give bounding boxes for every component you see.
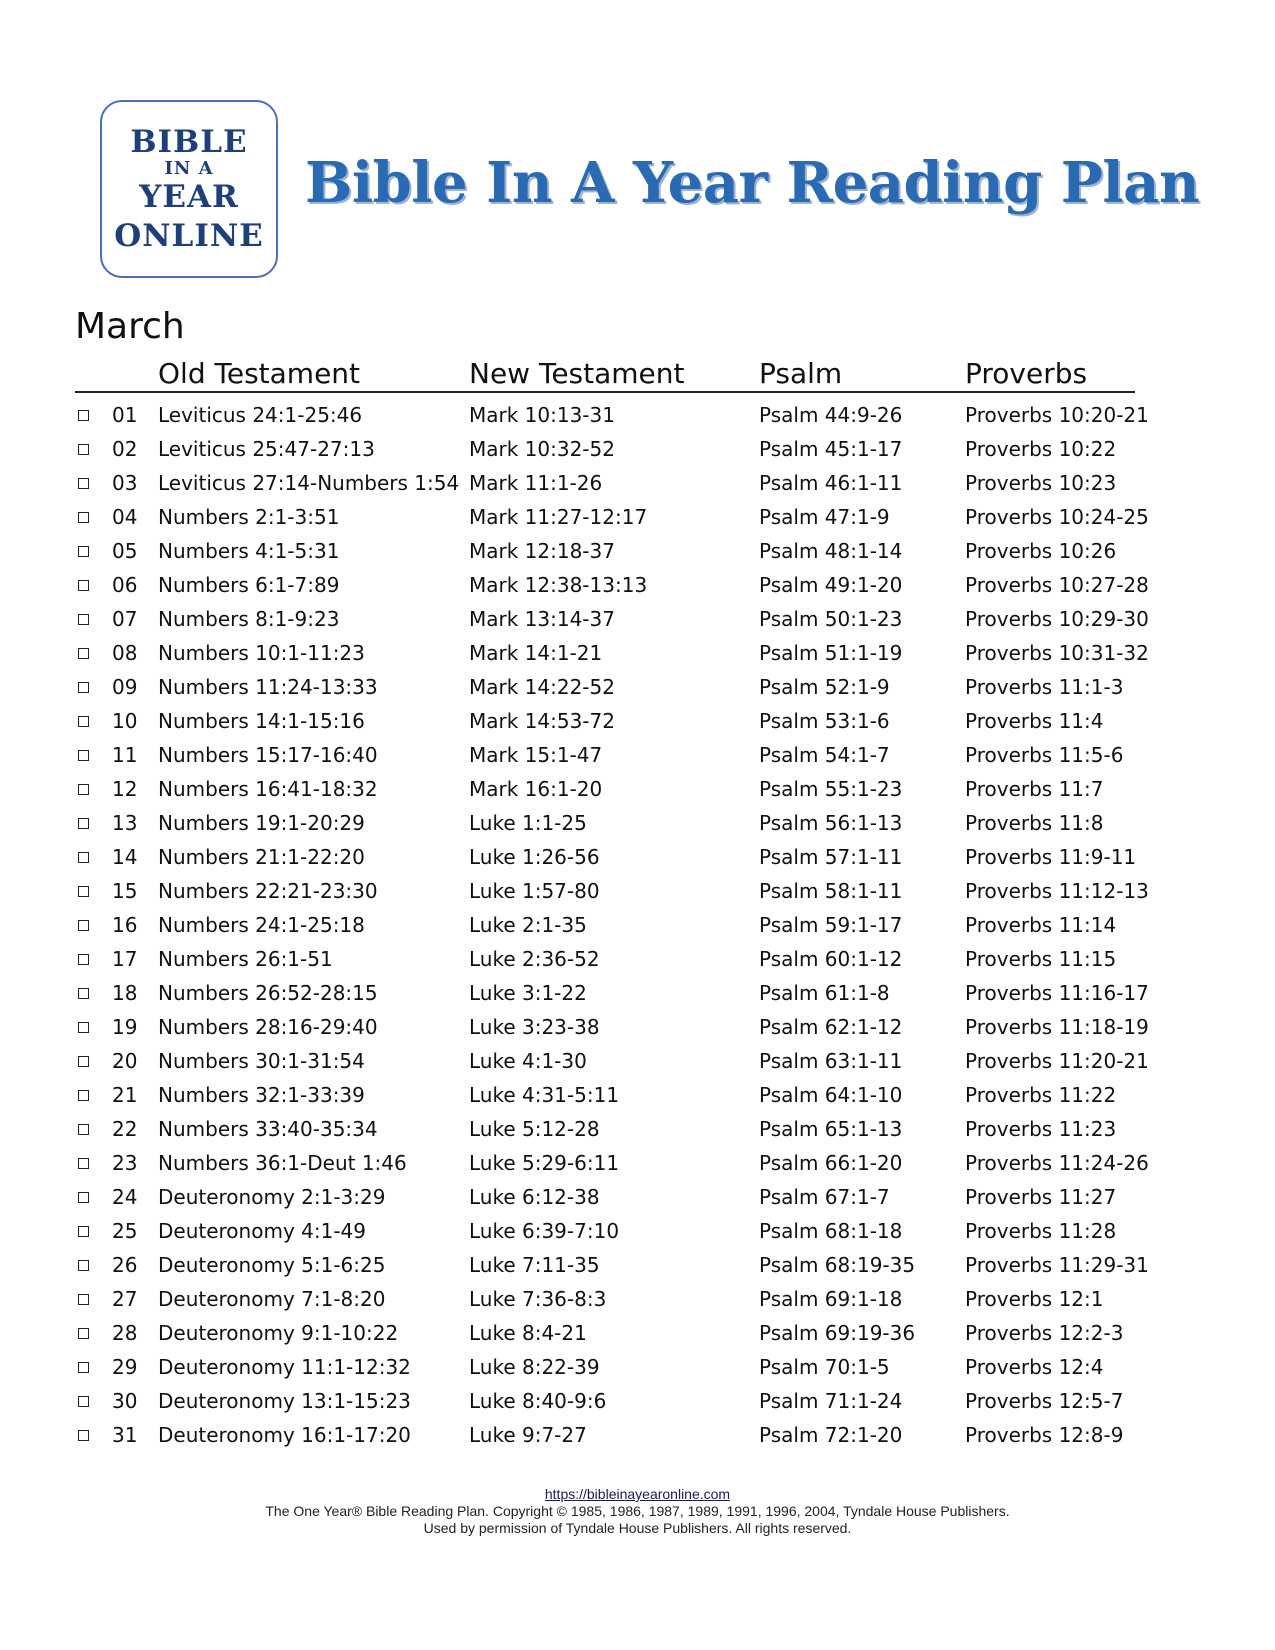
day-number: 08	[112, 641, 138, 665]
table-row	[75, 1384, 1155, 1418]
proverbs-reading: Proverbs 12:8-9	[965, 1423, 1124, 1447]
proverbs-reading: Proverbs 10:24-25	[965, 505, 1149, 529]
psalm-reading: Psalm 49:1-20	[759, 573, 903, 597]
new-testament-reading: Mark 10:32-52	[469, 437, 615, 461]
day-number: 04	[112, 505, 138, 529]
day-number: 09	[112, 675, 138, 699]
proverbs-reading: Proverbs 11:1-3	[965, 675, 1124, 699]
new-testament-reading: Luke 1:1-25	[469, 811, 587, 835]
proverbs-reading: Proverbs 10:29-30	[965, 607, 1149, 631]
table-row	[75, 500, 1155, 534]
new-testament-reading: Mark 12:18-37	[469, 539, 615, 563]
proverbs-reading: Proverbs 11:29-31	[965, 1253, 1149, 1277]
proverbs-reading: Proverbs 10:31-32	[965, 641, 1149, 665]
day-number: 31	[112, 1423, 138, 1447]
table-row	[75, 1078, 1155, 1112]
banner-title: Bible In A Year Reading Plan	[305, 150, 1200, 216]
header-psalm: Psalm	[759, 357, 843, 390]
new-testament-reading: Mark 11:1-26	[469, 471, 603, 495]
table-row	[75, 1214, 1155, 1248]
table-row	[75, 1180, 1155, 1214]
old-testament-reading: Leviticus 24:1-25:46	[158, 403, 363, 427]
new-testament-reading: Luke 2:36-52	[469, 947, 600, 971]
day-number: 10	[112, 709, 138, 733]
psalm-reading: Psalm 55:1-23	[759, 777, 903, 801]
new-testament-reading: Luke 5:12-28	[469, 1117, 600, 1141]
checkbox[interactable]	[78, 920, 89, 931]
old-testament-reading: Deuteronomy 2:1-3:29	[158, 1185, 386, 1209]
table-row	[75, 1146, 1155, 1180]
day-number: 02	[112, 437, 138, 461]
psalm-reading: Psalm 62:1-12	[759, 1015, 903, 1039]
old-testament-reading: Numbers 24:1-25:18	[158, 913, 365, 937]
psalm-reading: Psalm 48:1-14	[759, 539, 903, 563]
table-row	[75, 874, 1155, 908]
day-number: 03	[112, 471, 138, 495]
proverbs-reading: Proverbs 10:27-28	[965, 573, 1149, 597]
table-header	[75, 357, 1135, 393]
proverbs-reading: Proverbs 11:16-17	[965, 981, 1149, 1005]
checkbox[interactable]	[78, 750, 89, 761]
old-testament-reading: Numbers 22:21-23:30	[158, 879, 378, 903]
proverbs-reading: Proverbs 11:4	[965, 709, 1104, 733]
table-row	[75, 908, 1155, 942]
old-testament-reading: Numbers 4:1-5:31	[158, 539, 340, 563]
day-number: 24	[112, 1185, 138, 1209]
new-testament-reading: Mark 16:1-20	[469, 777, 603, 801]
old-testament-reading: Numbers 15:17-16:40	[158, 743, 378, 767]
proverbs-reading: Proverbs 11:8	[965, 811, 1104, 835]
proverbs-reading: Proverbs 10:26	[965, 539, 1117, 563]
checkbox[interactable]	[78, 648, 89, 659]
new-testament-reading: Luke 8:22-39	[469, 1355, 600, 1379]
new-testament-reading: Luke 3:23-38	[469, 1015, 600, 1039]
table-row	[75, 1010, 1155, 1044]
permission-text: Used by permission of Tyndale House Publishers. All rights reserved.	[423, 1520, 852, 1536]
psalm-reading: Psalm 60:1-12	[759, 947, 903, 971]
proverbs-reading: Proverbs 10:20-21	[965, 403, 1149, 427]
table-row	[75, 942, 1155, 976]
checkbox[interactable]	[78, 784, 89, 795]
day-number: 12	[112, 777, 138, 801]
old-testament-reading: Deuteronomy 13:1-15:23	[158, 1389, 411, 1413]
day-number: 25	[112, 1219, 138, 1243]
new-testament-reading: Mark 11:27-12:17	[469, 505, 648, 529]
footer	[0, 1486, 1275, 1537]
psalm-reading: Psalm 45:1-17	[759, 437, 903, 461]
checkbox[interactable]	[78, 886, 89, 897]
table-row	[75, 1418, 1155, 1452]
new-testament-reading: Mark 14:22-52	[469, 675, 615, 699]
proverbs-reading: Proverbs 12:1	[965, 1287, 1104, 1311]
new-testament-reading: Luke 4:1-30	[469, 1049, 587, 1073]
old-testament-reading: Deuteronomy 7:1-8:20	[158, 1287, 386, 1311]
old-testament-reading: Numbers 28:16-29:40	[158, 1015, 378, 1039]
table-row	[75, 602, 1155, 636]
old-testament-reading: Numbers 26:52-28:15	[158, 981, 378, 1005]
copyright-text: The One Year® Bible Reading Plan. Copyright © 1985, 1986, 1987, 1989, 1991, 1996, 2004, Tyndale House Publishers.	[265, 1503, 1010, 1519]
day-number: 14	[112, 845, 138, 869]
day-number: 18	[112, 981, 138, 1005]
old-testament-reading: Deuteronomy 16:1-17:20	[158, 1423, 411, 1447]
table-row	[75, 738, 1155, 772]
table-row	[75, 670, 1155, 704]
psalm-reading: Psalm 67:1-7	[759, 1185, 890, 1209]
old-testament-reading: Numbers 26:1-51	[158, 947, 333, 971]
proverbs-reading: Proverbs 11:7	[965, 777, 1104, 801]
new-testament-reading: Luke 5:29-6:11	[469, 1151, 620, 1175]
old-testament-reading: Numbers 21:1-22:20	[158, 845, 365, 869]
checkbox[interactable]	[78, 580, 89, 591]
new-testament-reading: Mark 12:38-13:13	[469, 573, 648, 597]
new-testament-reading: Luke 4:31-5:11	[469, 1083, 620, 1107]
logo-text-line: ONLINE	[114, 217, 264, 254]
table-row	[75, 704, 1155, 738]
proverbs-reading: Proverbs 11:24-26	[965, 1151, 1149, 1175]
new-testament-reading: Luke 6:12-38	[469, 1185, 600, 1209]
table-row	[75, 636, 1155, 670]
psalm-reading: Psalm 46:1-11	[759, 471, 903, 495]
new-testament-reading: Mark 13:14-37	[469, 607, 615, 631]
psalm-reading: Psalm 70:1-5	[759, 1355, 890, 1379]
new-testament-reading: Luke 1:26-56	[469, 845, 600, 869]
checkbox[interactable]	[78, 1090, 89, 1101]
psalm-reading: Psalm 66:1-20	[759, 1151, 903, 1175]
website-link[interactable]: https://bibleinayearonline.com	[544, 1486, 731, 1502]
checkbox[interactable]	[78, 410, 89, 421]
checkbox[interactable]	[78, 614, 89, 625]
reading-table	[75, 398, 1155, 1452]
proverbs-reading: Proverbs 11:23	[965, 1117, 1117, 1141]
checkbox[interactable]	[78, 954, 89, 965]
old-testament-reading: Leviticus 27:14-Numbers 1:54	[158, 471, 460, 495]
checkbox[interactable]	[78, 444, 89, 455]
new-testament-reading: Luke 8:4-21	[469, 1321, 587, 1345]
new-testament-reading: Luke 6:39-7:10	[469, 1219, 620, 1243]
old-testament-reading: Numbers 30:1-31:54	[158, 1049, 365, 1073]
checkbox[interactable]	[78, 478, 89, 489]
old-testament-reading: Numbers 6:1-7:89	[158, 573, 340, 597]
old-testament-reading: Numbers 2:1-3:51	[158, 505, 340, 529]
logo-text-line: YEAR	[139, 178, 239, 215]
day-number: 27	[112, 1287, 138, 1311]
day-number: 11	[112, 743, 138, 767]
psalm-reading: Psalm 54:1-7	[759, 743, 890, 767]
proverbs-reading: Proverbs 10:22	[965, 437, 1117, 461]
psalm-reading: Psalm 68:1-18	[759, 1219, 903, 1243]
proverbs-reading: Proverbs 11:12-13	[965, 879, 1149, 903]
day-number: 28	[112, 1321, 138, 1345]
day-number: 20	[112, 1049, 138, 1073]
new-testament-reading: Luke 1:57-80	[469, 879, 600, 903]
old-testament-reading: Numbers 19:1-20:29	[158, 811, 365, 835]
table-row	[75, 1248, 1155, 1282]
psalm-reading: Psalm 65:1-13	[759, 1117, 903, 1141]
old-testament-reading: Numbers 32:1-33:39	[158, 1083, 365, 1107]
day-number: 23	[112, 1151, 138, 1175]
new-testament-reading: Luke 2:1-35	[469, 913, 587, 937]
logo-text-line: IN A	[164, 157, 214, 179]
day-number: 30	[112, 1389, 138, 1413]
header-new-testament: New Testament	[469, 357, 685, 390]
psalm-reading: Psalm 69:1-18	[759, 1287, 903, 1311]
table-row	[75, 1282, 1155, 1316]
checkbox[interactable]	[78, 1430, 89, 1441]
table-row	[75, 568, 1155, 602]
header-old-testament: Old Testament	[158, 357, 361, 390]
proverbs-reading: Proverbs 12:4	[965, 1355, 1104, 1379]
checkbox[interactable]	[78, 546, 89, 557]
old-testament-reading: Leviticus 25:47-27:13	[158, 437, 375, 461]
day-number: 16	[112, 913, 138, 937]
new-testament-reading: Luke 7:36-8:3	[469, 1287, 607, 1311]
logo-text-line: BIBLE	[130, 123, 248, 160]
table-row	[75, 840, 1155, 874]
checkbox[interactable]	[78, 818, 89, 829]
proverbs-reading: Proverbs 11:22	[965, 1083, 1117, 1107]
psalm-reading: Psalm 53:1-6	[759, 709, 890, 733]
day-number: 07	[112, 607, 138, 631]
proverbs-reading: Proverbs 11:14	[965, 913, 1117, 937]
proverbs-reading: Proverbs 11:28	[965, 1219, 1117, 1243]
checkbox[interactable]	[78, 852, 89, 863]
checkbox[interactable]	[78, 682, 89, 693]
new-testament-reading: Luke 8:40-9:6	[469, 1389, 607, 1413]
logo	[100, 100, 278, 278]
psalm-reading: Psalm 63:1-11	[759, 1049, 903, 1073]
old-testament-reading: Deuteronomy 4:1-49	[158, 1219, 366, 1243]
proverbs-reading: Proverbs 11:5-6	[965, 743, 1124, 767]
checkbox[interactable]	[78, 1294, 89, 1305]
psalm-reading: Psalm 52:1-9	[759, 675, 890, 699]
new-testament-reading: Luke 7:11-35	[469, 1253, 600, 1277]
old-testament-reading: Deuteronomy 9:1-10:22	[158, 1321, 399, 1345]
table-row	[75, 398, 1155, 432]
proverbs-reading: Proverbs 12:5-7	[965, 1389, 1124, 1413]
new-testament-reading: Luke 9:7-27	[469, 1423, 587, 1447]
psalm-reading: Psalm 64:1-10	[759, 1083, 903, 1107]
checkbox[interactable]	[78, 1192, 89, 1203]
old-testament-reading: Numbers 33:40-35:34	[158, 1117, 378, 1141]
psalm-reading: Psalm 61:1-8	[759, 981, 890, 1005]
proverbs-reading: Proverbs 10:23	[965, 471, 1117, 495]
checkbox[interactable]	[78, 512, 89, 523]
checkbox[interactable]	[78, 1328, 89, 1339]
old-testament-reading: Numbers 14:1-15:16	[158, 709, 365, 733]
checkbox[interactable]	[78, 1056, 89, 1067]
old-testament-reading: Numbers 11:24-13:33	[158, 675, 378, 699]
proverbs-reading: Proverbs 12:2-3	[965, 1321, 1124, 1345]
header-proverbs: Proverbs	[965, 357, 1088, 390]
table-row	[75, 432, 1155, 466]
old-testament-reading: Numbers 16:41-18:32	[158, 777, 378, 801]
new-testament-reading: Mark 14:53-72	[469, 709, 615, 733]
day-number: 01	[112, 403, 138, 427]
checkbox[interactable]	[78, 1362, 89, 1373]
day-number: 26	[112, 1253, 138, 1277]
day-number: 21	[112, 1083, 138, 1107]
new-testament-reading: Mark 14:1-21	[469, 641, 603, 665]
table-row	[75, 806, 1155, 840]
month-heading: March	[75, 306, 185, 347]
table-row	[75, 534, 1155, 568]
table-row	[75, 1350, 1155, 1384]
proverbs-reading: Proverbs 11:9-11	[965, 845, 1137, 869]
checkbox[interactable]	[78, 1226, 89, 1237]
table-row	[75, 1112, 1155, 1146]
checkbox[interactable]	[78, 1158, 89, 1169]
day-number: 19	[112, 1015, 138, 1039]
proverbs-reading: Proverbs 11:20-21	[965, 1049, 1149, 1073]
table-row	[75, 1316, 1155, 1350]
old-testament-reading: Deuteronomy 11:1-12:32	[158, 1355, 411, 1379]
psalm-reading: Psalm 51:1-19	[759, 641, 903, 665]
day-number: 17	[112, 947, 138, 971]
psalm-reading: Psalm 72:1-20	[759, 1423, 903, 1447]
old-testament-reading: Deuteronomy 5:1-6:25	[158, 1253, 386, 1277]
old-testament-reading: Numbers 10:1-11:23	[158, 641, 365, 665]
proverbs-reading: Proverbs 11:15	[965, 947, 1117, 971]
table-row	[75, 772, 1155, 806]
psalm-reading: Psalm 47:1-9	[759, 505, 890, 529]
proverbs-reading: Proverbs 11:18-19	[965, 1015, 1149, 1039]
new-testament-reading: Mark 15:1-47	[469, 743, 603, 767]
psalm-reading: Psalm 59:1-17	[759, 913, 903, 937]
psalm-reading: Psalm 71:1-24	[759, 1389, 903, 1413]
checkbox[interactable]	[78, 988, 89, 999]
day-number: 05	[112, 539, 138, 563]
table-row	[75, 1044, 1155, 1078]
table-row	[75, 976, 1155, 1010]
psalm-reading: Psalm 58:1-11	[759, 879, 903, 903]
checkbox[interactable]	[78, 716, 89, 727]
old-testament-reading: Numbers 36:1-Deut 1:46	[158, 1151, 407, 1175]
psalm-reading: Psalm 50:1-23	[759, 607, 903, 631]
psalm-reading: Psalm 57:1-11	[759, 845, 903, 869]
day-number: 29	[112, 1355, 138, 1379]
psalm-reading: Psalm 68:19-35	[759, 1253, 916, 1277]
day-number: 13	[112, 811, 138, 835]
psalm-reading: Psalm 44:9-26	[759, 403, 903, 427]
old-testament-reading: Numbers 8:1-9:23	[158, 607, 340, 631]
new-testament-reading: Mark 10:13-31	[469, 403, 615, 427]
new-testament-reading: Luke 3:1-22	[469, 981, 587, 1005]
psalm-reading: Psalm 56:1-13	[759, 811, 903, 835]
day-number: 22	[112, 1117, 138, 1141]
day-number: 06	[112, 573, 138, 597]
table-row	[75, 466, 1155, 500]
checkbox[interactable]	[78, 1022, 89, 1033]
checkbox[interactable]	[78, 1260, 89, 1271]
checkbox[interactable]	[78, 1396, 89, 1407]
proverbs-reading: Proverbs 11:27	[965, 1185, 1117, 1209]
day-number: 15	[112, 879, 138, 903]
psalm-reading: Psalm 69:19-36	[759, 1321, 916, 1345]
checkbox[interactable]	[78, 1124, 89, 1135]
